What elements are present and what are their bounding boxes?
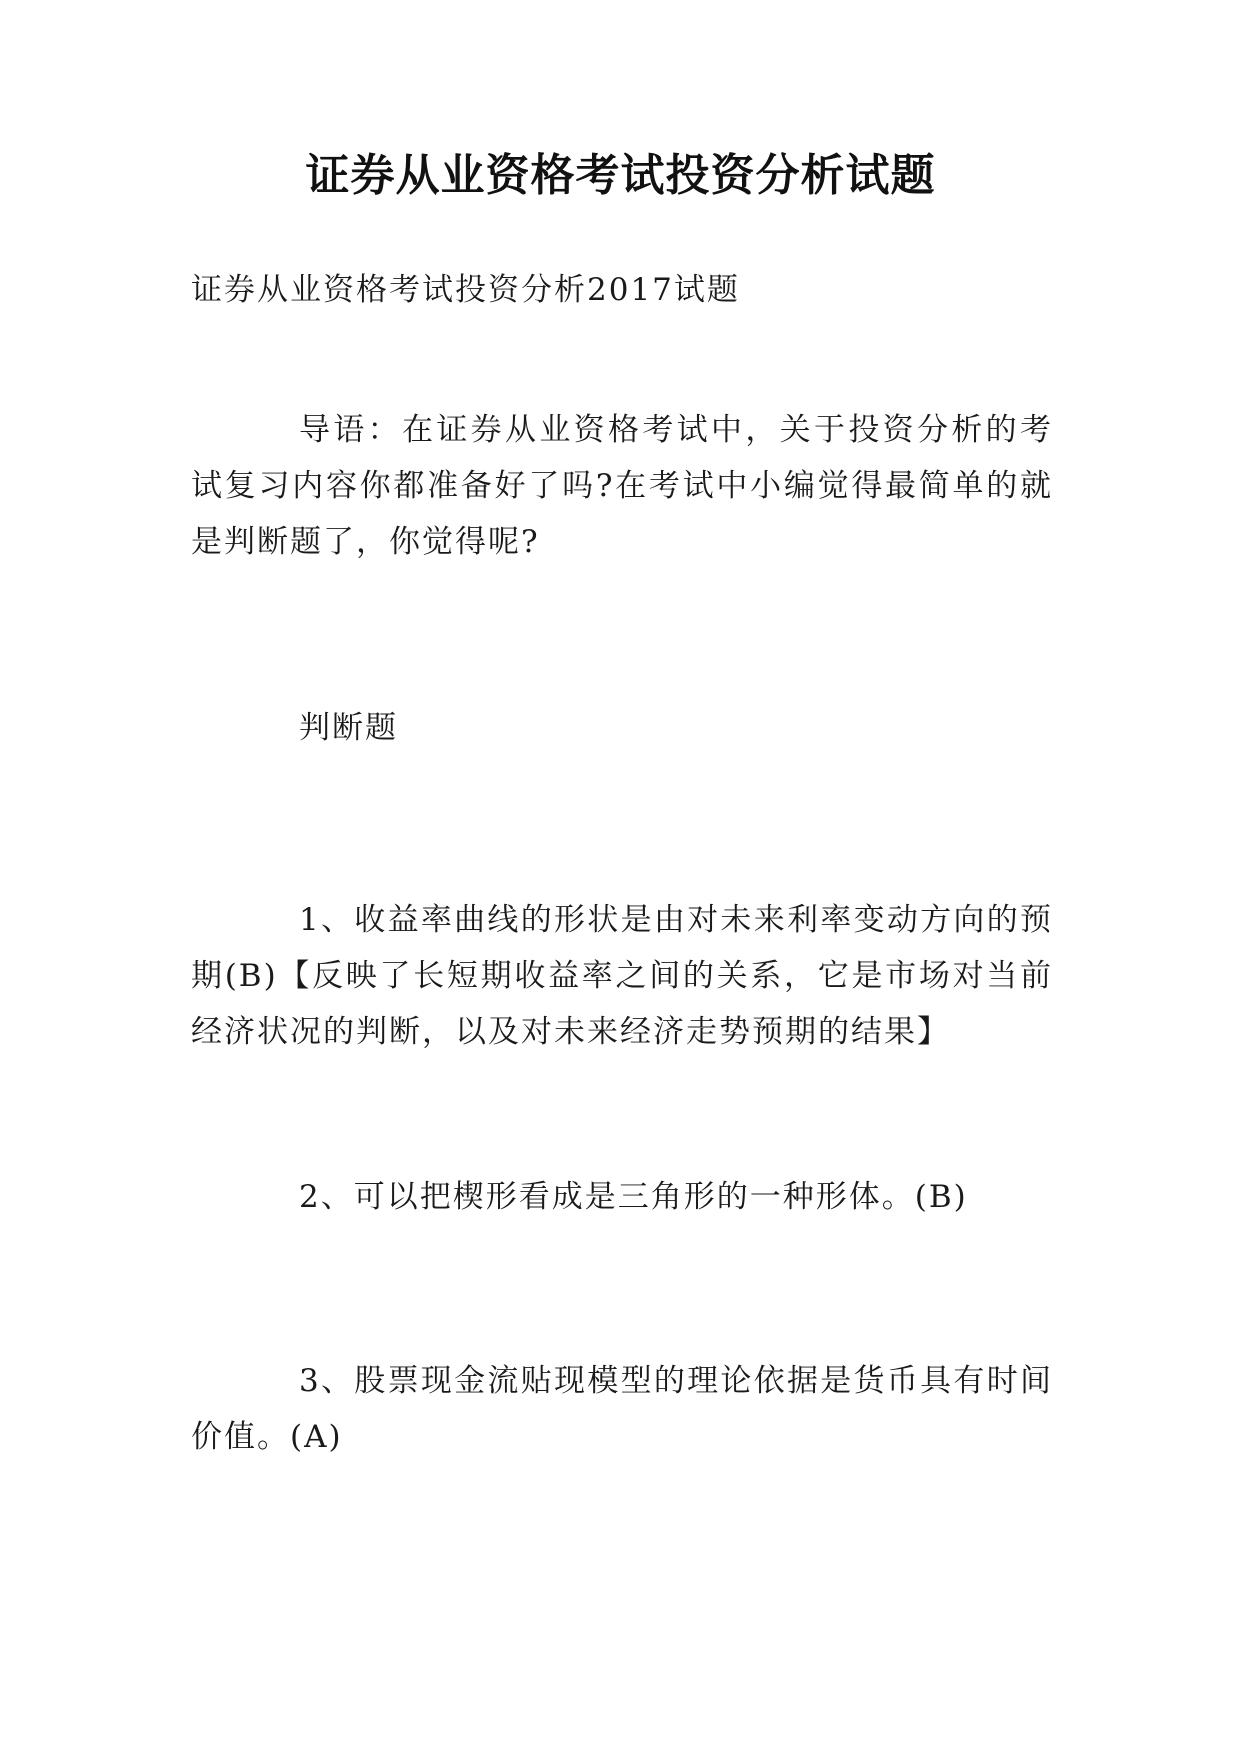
question-item: 1、收益率曲线的形状是由对未来利率变动方向的预期(B)【反映了长短期收益率之间的关系，它是市场对当前经济状况的判断，以及对未来经济走势预期的结果】 xyxy=(191,902,1053,1050)
intro-paragraph: 导语：在证券从业资格考试中，关于投资分析的考试复习内容你都准备好了吗?在考试中小编觉得最简单的就是判断题了，你觉得呢? xyxy=(191,412,1053,560)
document-subtitle: 证券从业资格考试投资分析2017试题 xyxy=(191,272,740,308)
document-title: 证券从业资格考试投资分析试题 xyxy=(305,150,936,201)
question-item: 3、股票现金流贴现模型的理论依据是货币具有时间价值。(A) xyxy=(191,1363,1053,1455)
section-heading: 判断题 xyxy=(299,710,398,746)
question-item: 2、可以把楔形看成是三角形的一种形体。(B) xyxy=(299,1179,968,1215)
